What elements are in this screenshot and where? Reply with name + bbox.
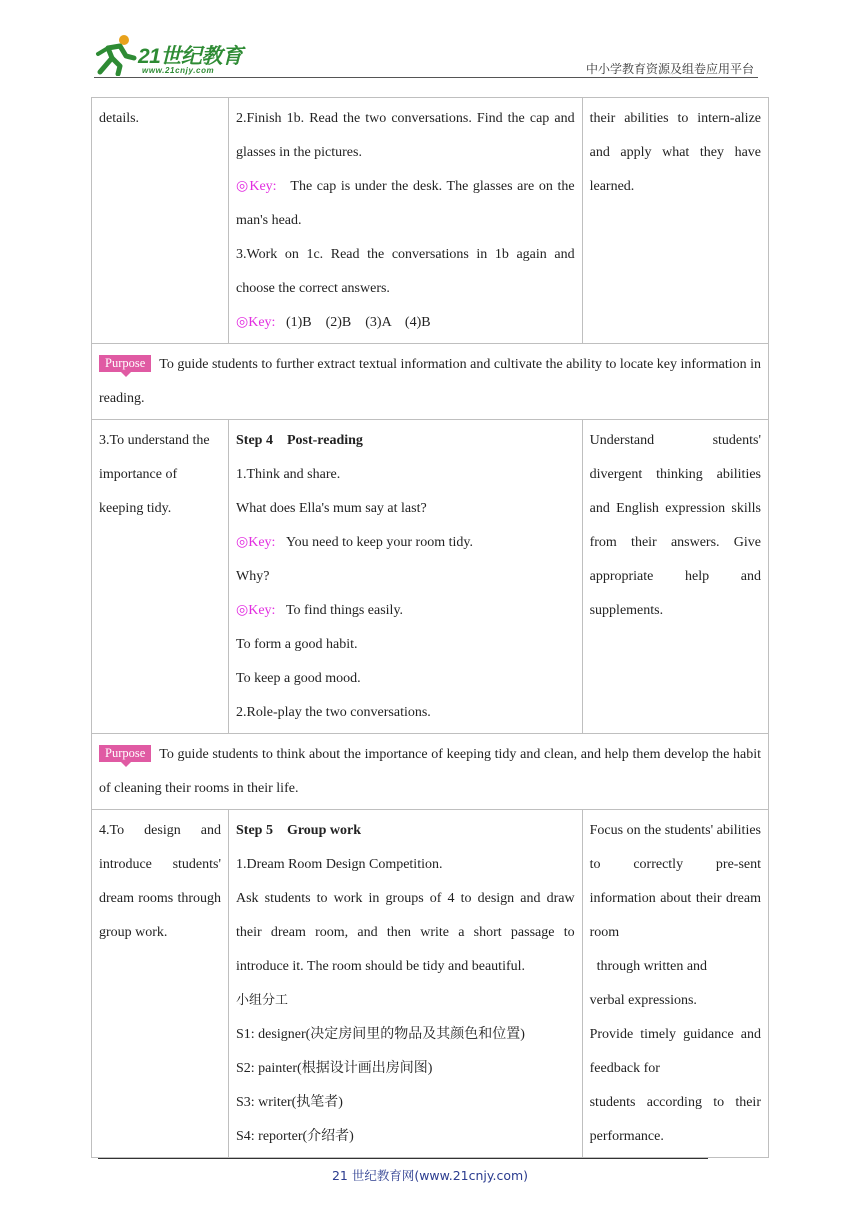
activity-line: Why?	[236, 569, 270, 584]
key-line	[236, 594, 575, 628]
activity-cell	[229, 810, 583, 1158]
page-footer: 21 世纪教育网(www.21cnjy.com)	[331, 1168, 529, 1183]
intent-text: through written and	[596, 959, 708, 974]
key-label: ◎Key:	[236, 603, 276, 618]
activity-line: 2.Finish 1b. Read the two conversations. Find the cap and glasses in the pictures.	[236, 111, 575, 160]
objective-cell	[92, 810, 229, 1158]
lesson-plan-table	[91, 97, 769, 1158]
purpose-cell	[92, 734, 769, 810]
intent-text: Focus on the students' abilities to correctly pre-sent information about their dream room	[589, 823, 761, 940]
table-row	[92, 98, 769, 344]
site-logo	[90, 32, 270, 76]
objective-text: 4.To design and introduce students' dream rooms through group work.	[99, 823, 221, 940]
logo-text: 21世纪教育	[138, 45, 243, 68]
activity-line: To keep a good mood.	[236, 671, 361, 686]
key-line	[236, 526, 575, 560]
runner-logo-icon	[90, 32, 138, 76]
activity-line: To form a good habit.	[236, 637, 358, 652]
key-line	[236, 306, 575, 340]
key-answer: To find things easily.	[285, 603, 404, 618]
purpose-tag: Purpose	[99, 745, 151, 762]
key-label: ◎Key:	[236, 315, 276, 330]
intent-text: their abilities to intern-alize and apply what they have learned.	[589, 111, 761, 194]
activity-cell	[229, 420, 583, 734]
key-answer: (1)B (2)B (3)A (4)B	[285, 315, 431, 330]
objective-line: keeping tidy.	[99, 501, 172, 516]
purpose-text: To guide students to think about the importance of keeping tidy and clean, and help them develop the habit of cleaning their rooms in their life.	[99, 747, 761, 796]
purpose-cell	[92, 344, 769, 420]
intent-cell	[582, 810, 768, 1158]
key-line	[236, 170, 575, 238]
table-row	[92, 420, 769, 734]
objective-text: details.	[99, 111, 140, 126]
key-answer: You need to keep your room tidy.	[285, 535, 473, 550]
step-heading: Step 5 Group work	[236, 823, 361, 838]
purpose-tag: Purpose	[99, 355, 151, 372]
intent-text: Provide timely guidance and feedback for	[589, 1027, 761, 1076]
key-label: ◎Key:	[236, 179, 277, 194]
table-row	[92, 810, 769, 1158]
logo-url: www.21cnjy.com	[142, 66, 215, 75]
intent-text: students according to their performance.	[589, 1095, 761, 1144]
activity-line: S2: painter(根据设计画出房间图)	[236, 1061, 433, 1076]
activity-line: 2.Role-play the two conversations.	[236, 705, 431, 720]
footer-divider	[98, 1158, 708, 1159]
header-tagline: 中小学教育资源及组卷应用平台	[585, 62, 754, 76]
activity-line: 1.Dream Room Design Competition.	[236, 857, 443, 872]
activity-cell	[229, 98, 583, 344]
step-heading: Step 4 Post-reading	[236, 433, 363, 448]
intent-text: Understand students' divergent thinking abilities and English expression skills from their answers. Give appropriate help and supplements.	[589, 433, 761, 618]
objective-cell	[92, 420, 229, 734]
activity-line: S3: writer(执笔者)	[236, 1095, 343, 1110]
objective-line: 3.To understand the	[99, 433, 210, 448]
activity-line: 小组分工	[236, 993, 289, 1008]
page-header	[90, 30, 770, 78]
intent-cell	[582, 98, 768, 344]
intent-cell	[582, 420, 768, 734]
objective-cell	[92, 98, 229, 344]
activity-line: Ask students to work in groups of 4 to design and draw their dream room, and then write a short passage to introduce it. The room should be tidy and beautiful.	[236, 891, 575, 974]
activity-line: S1: designer(决定房间里的物品及其颜色和位置)	[236, 1027, 525, 1042]
intent-text: verbal expressions.	[589, 993, 697, 1008]
activity-line: S4: reporter(介绍者)	[236, 1129, 354, 1144]
activity-line: What does Ella's mum say at last?	[236, 501, 427, 516]
objective-line: importance of	[99, 467, 178, 482]
key-answer: The cap is under the desk. The glasses are on the man's head.	[236, 179, 575, 228]
purpose-row	[92, 734, 769, 810]
purpose-row	[92, 344, 769, 420]
activity-line: 1.Think and share.	[236, 467, 341, 482]
activity-line: 3.Work on 1c. Read the conversations in 1b again and choose the correct answers.	[236, 247, 575, 296]
key-label: ◎Key:	[236, 535, 276, 550]
header-divider	[94, 77, 758, 78]
purpose-text: To guide students to further extract textual information and cultivate the ability to locate key information in reading.	[99, 357, 761, 406]
